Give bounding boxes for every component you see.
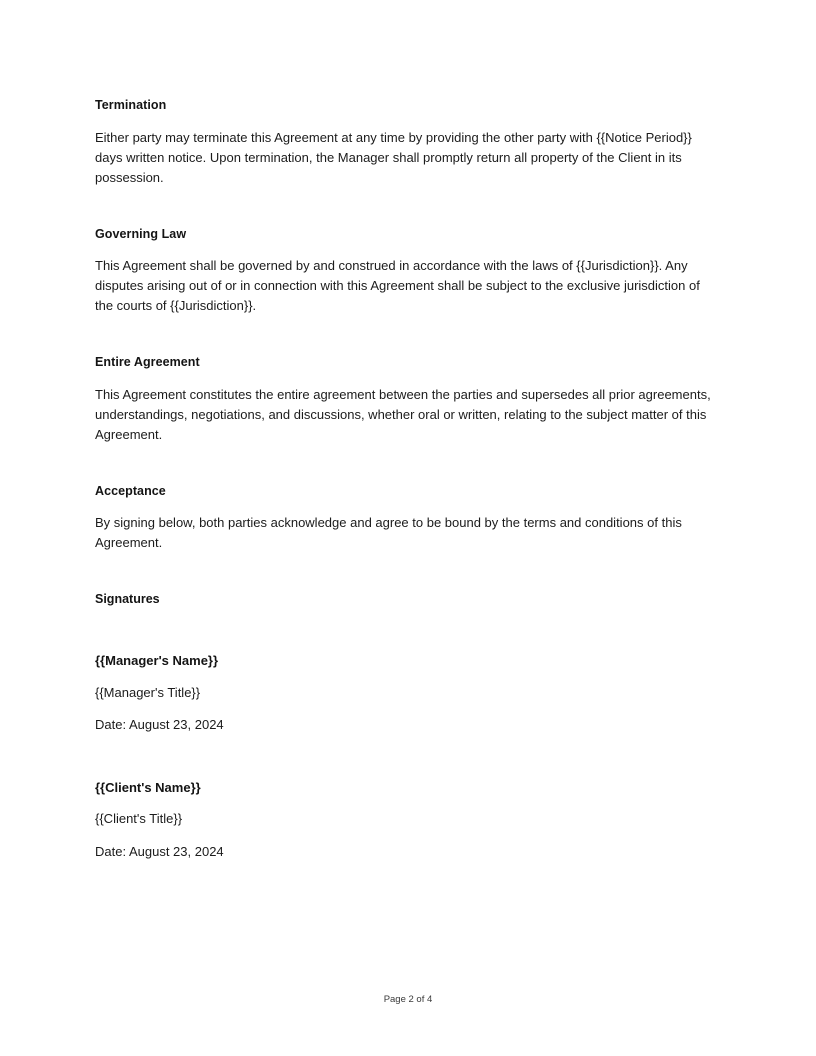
section-body-entire-agreement: This Agreement constitutes the entire agreement between the parties and supersedes all prior agreements, understandings, negotiations, and discussions, whether oral or written, relating to the subject matter of this Agreement. xyxy=(95,386,711,442)
section-heading-acceptance: Acceptance xyxy=(95,483,166,498)
section-heading-governing-law: Governing Law xyxy=(95,226,187,241)
section-acceptance xyxy=(95,483,714,554)
section-body-acceptance: By signing below, both parties acknowledge and agree to be bound by the terms and conditions of this Agreement. xyxy=(95,515,682,551)
section-heading-termination: Termination xyxy=(95,98,167,112)
section-governing-law xyxy=(95,226,714,317)
section-heading-signatures: Signatures xyxy=(95,592,160,607)
page-number-label: Page 2 of 4 xyxy=(383,994,433,1005)
signature-block-client xyxy=(95,779,714,861)
section-body-termination: Either party may terminate this Agreement at any time by providing the other party with {{Notice Period}} days written notice. Upon termination, the Manager shall promptly return all property of the Client in its possession. xyxy=(95,129,692,185)
document-body xyxy=(95,97,714,860)
section-termination xyxy=(95,97,714,188)
section-heading-entire-agreement: Entire Agreement xyxy=(95,355,200,369)
section-body-governing-law: This Agreement shall be governed by and construed in accordance with the laws of {{Jurisdiction}}. Any disputes arising out of or in connection with this Agreement shall be subject to the exclusive jurisdiction of the courts of {{Jurisdiction}}. xyxy=(95,258,700,314)
page-footer xyxy=(0,994,816,1005)
section-entire-agreement xyxy=(95,354,714,445)
section-signatures xyxy=(95,591,714,860)
signature-title-manager: {{Manager's Title}} xyxy=(95,684,201,700)
signature-title-client: {{Client's Title}} xyxy=(95,811,183,827)
signature-date-manager: Date: August 23, 2024 xyxy=(95,717,224,733)
signature-block-manager xyxy=(95,652,714,734)
signature-name-manager: {{Manager's Name}} xyxy=(95,653,219,668)
signature-name-client: {{Client's Name}} xyxy=(95,779,201,795)
signature-date-client: Date: August 23, 2024 xyxy=(95,843,224,859)
